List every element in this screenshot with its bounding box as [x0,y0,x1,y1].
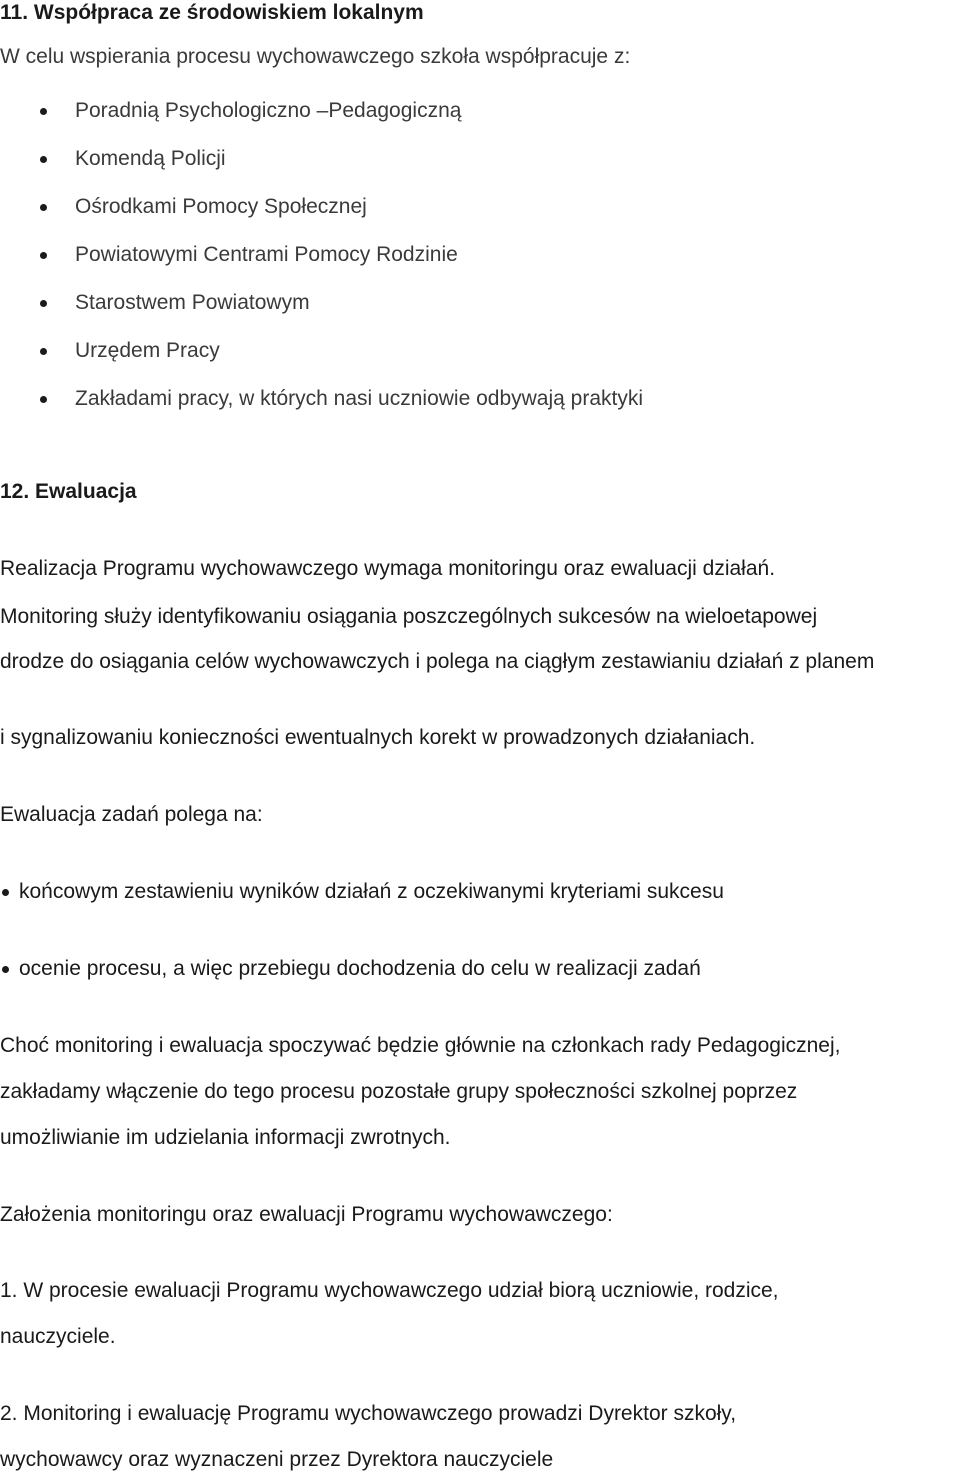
section-11-heading: 11. Współpraca ze środowiskiem lokalnym [0,1,424,24]
point-line: nauczyciele. [0,1325,116,1348]
bullet-icon [40,348,47,355]
paragraph-line: Realizacja Programu wychowawczego wymaga monitoringu oraz ewaluacji działań. [0,557,776,580]
bullet-icon [2,966,9,973]
bullet-icon [40,204,47,211]
bullet-icon [40,252,47,259]
evaluation-intro: Ewaluacja zadań polega na: [0,803,263,826]
paragraph-line: drodze do osiągania celów wychowawczych i polega na ciągłym zestawianiu działań z planem [0,650,875,673]
point-line: wychowawcy oraz wyznaczeni przez Dyrektora nauczyciele [0,1448,554,1471]
point-line: 2. Monitoring i ewaluację Programu wychowawczego prowadzi Dyrektor szkoły, [0,1402,737,1425]
section-11-intro: W celu wspierania procesu wychowawczego szkoła współpracuje z: [0,45,631,68]
bullet-icon [40,108,47,115]
bullet-icon [40,156,47,163]
bullet-icon [2,889,9,896]
paragraph-line: zakładamy włączenie do tego procesu pozostałe grupy społeczności szkolnej poprzez [0,1080,798,1103]
bullet-icon [40,396,47,403]
point-line: 1. W procesie ewaluacji Programu wychowawczego udział biorą uczniowie, rodzice, [0,1279,779,1302]
assumptions-title: Założenia monitoringu oraz ewaluacji Programu wychowawczego: [0,1203,613,1226]
paragraph-line: Monitoring służy identyfikowaniu osiągania poszczególnych sukcesów na wieloetapowej [0,605,818,628]
section-12-heading: 12. Ewaluacja [0,480,137,503]
paragraph-line: umożliwianie im udzielania informacji zwrotnych. [0,1126,451,1149]
paragraph-line: i sygnalizowaniu konieczności ewentualnych korekt w prowadzonych działaniach. [0,726,756,749]
paragraph-line: Choć monitoring i ewaluacja spoczywać będzie głównie na członkach rady Pedagogicznej, [0,1034,841,1057]
bullet-icon [40,300,47,307]
